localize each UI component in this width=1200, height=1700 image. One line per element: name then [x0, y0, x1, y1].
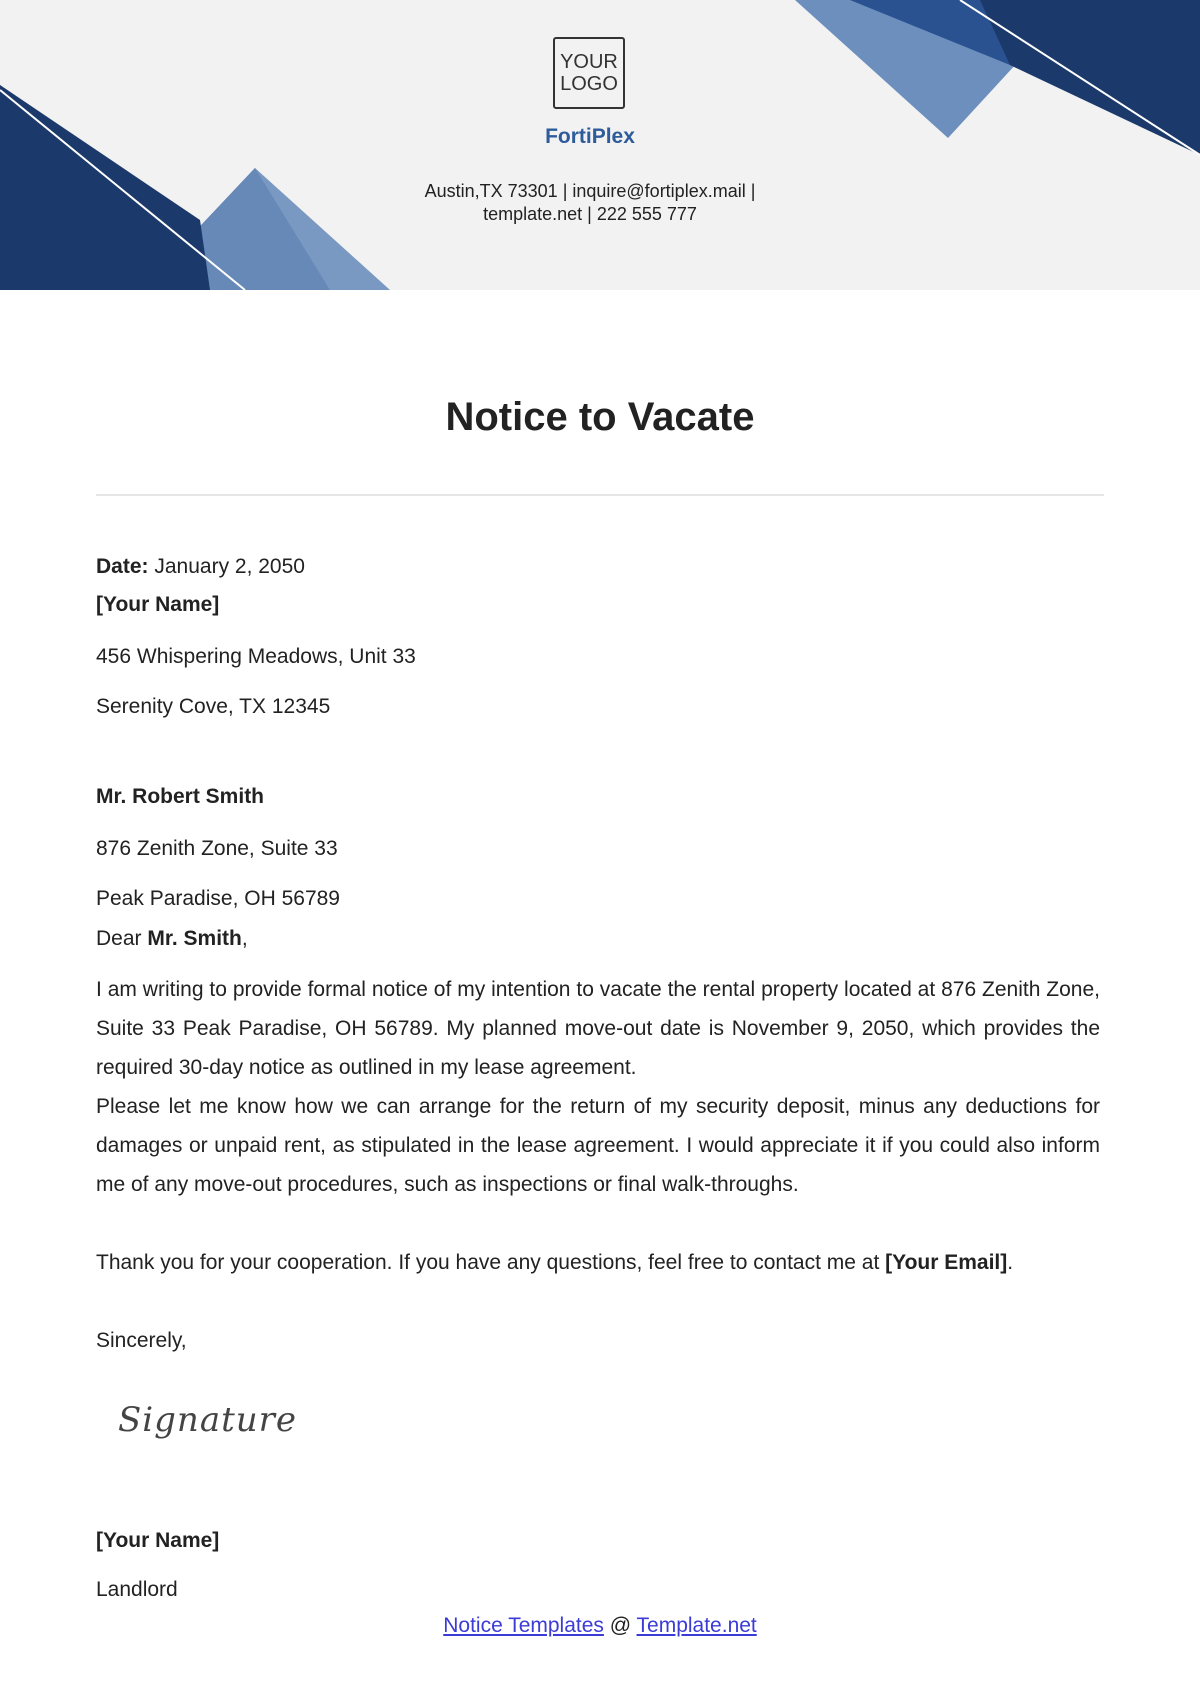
contact-line-1: Austin,TX 73301 | inquire@fortiplex.mail |	[424, 181, 756, 201]
body-p3-text: Thank you for your cooperation. If you have any questions, feel free to contact me at	[96, 1251, 886, 1274]
date-value: January 2, 2050	[154, 555, 305, 578]
contact-email-placeholder: [Your Email]	[885, 1251, 1008, 1274]
body-paragraph-3	[96, 1243, 1100, 1282]
footer-separator: @	[603, 1614, 637, 1637]
greeting-name: Mr. Smith	[147, 927, 242, 950]
signature: Signature	[118, 1400, 298, 1440]
signoff-role: Landlord	[96, 1578, 178, 1601]
company-name: FortiPlex	[545, 125, 635, 148]
logo-placeholder	[553, 37, 625, 109]
contact-line-2: template.net | 222 555 777	[483, 204, 697, 224]
notice-templates-link[interactable]: Notice Templates	[443, 1614, 604, 1637]
recipient-address-1: 876 Zenith Zone, Suite 33	[96, 837, 338, 860]
greeting-prefix: Dear	[96, 927, 148, 950]
sender-address-1: 456 Whispering Meadows, Unit 33	[96, 645, 416, 668]
letterhead	[0, 0, 1200, 290]
date-label: Date:	[96, 555, 149, 578]
body-p3-end: .	[1007, 1251, 1014, 1274]
template-net-link[interactable]: Template.net	[636, 1614, 757, 1637]
body-paragraph-1: I am writing to provide formal notice of my intention to vacate the rental property located at 876 Zenith Zone, Suite 33 Peak Paradise, OH 56789. My planned move-out date is November 9, 2050, which provides the required 30-day notice as outlined in my lease agreement.	[96, 978, 1100, 1079]
recipient-name: Mr. Robert Smith	[96, 785, 265, 808]
signoff-name: [Your Name]	[96, 1529, 220, 1552]
closing: Sincerely,	[96, 1329, 187, 1352]
recipient-address-2: Peak Paradise, OH 56789	[96, 887, 340, 910]
greeting	[96, 924, 248, 954]
title-divider	[96, 494, 1104, 496]
footer-credit	[0, 1614, 1200, 1638]
page-title: Notice to Vacate	[445, 395, 755, 439]
sender-name: [Your Name]	[96, 593, 220, 616]
logo-line-2: LOGO	[560, 73, 618, 95]
body-paragraph-2: Please let me know how we can arrange for the return of my security deposit, minus any deductions for damages or unpaid rent, as stipulated in the lease agreement. I would appreciate it if you could also inform me of any move-out procedures, such as inspections or final walk-throughs.	[96, 1095, 1100, 1196]
sender-address-2: Serenity Cove, TX 12345	[96, 695, 331, 718]
date-line	[96, 552, 305, 582]
company-contact	[0, 180, 1180, 226]
logo-line-1: YOUR	[560, 51, 618, 73]
greeting-suffix: ,	[241, 927, 248, 950]
